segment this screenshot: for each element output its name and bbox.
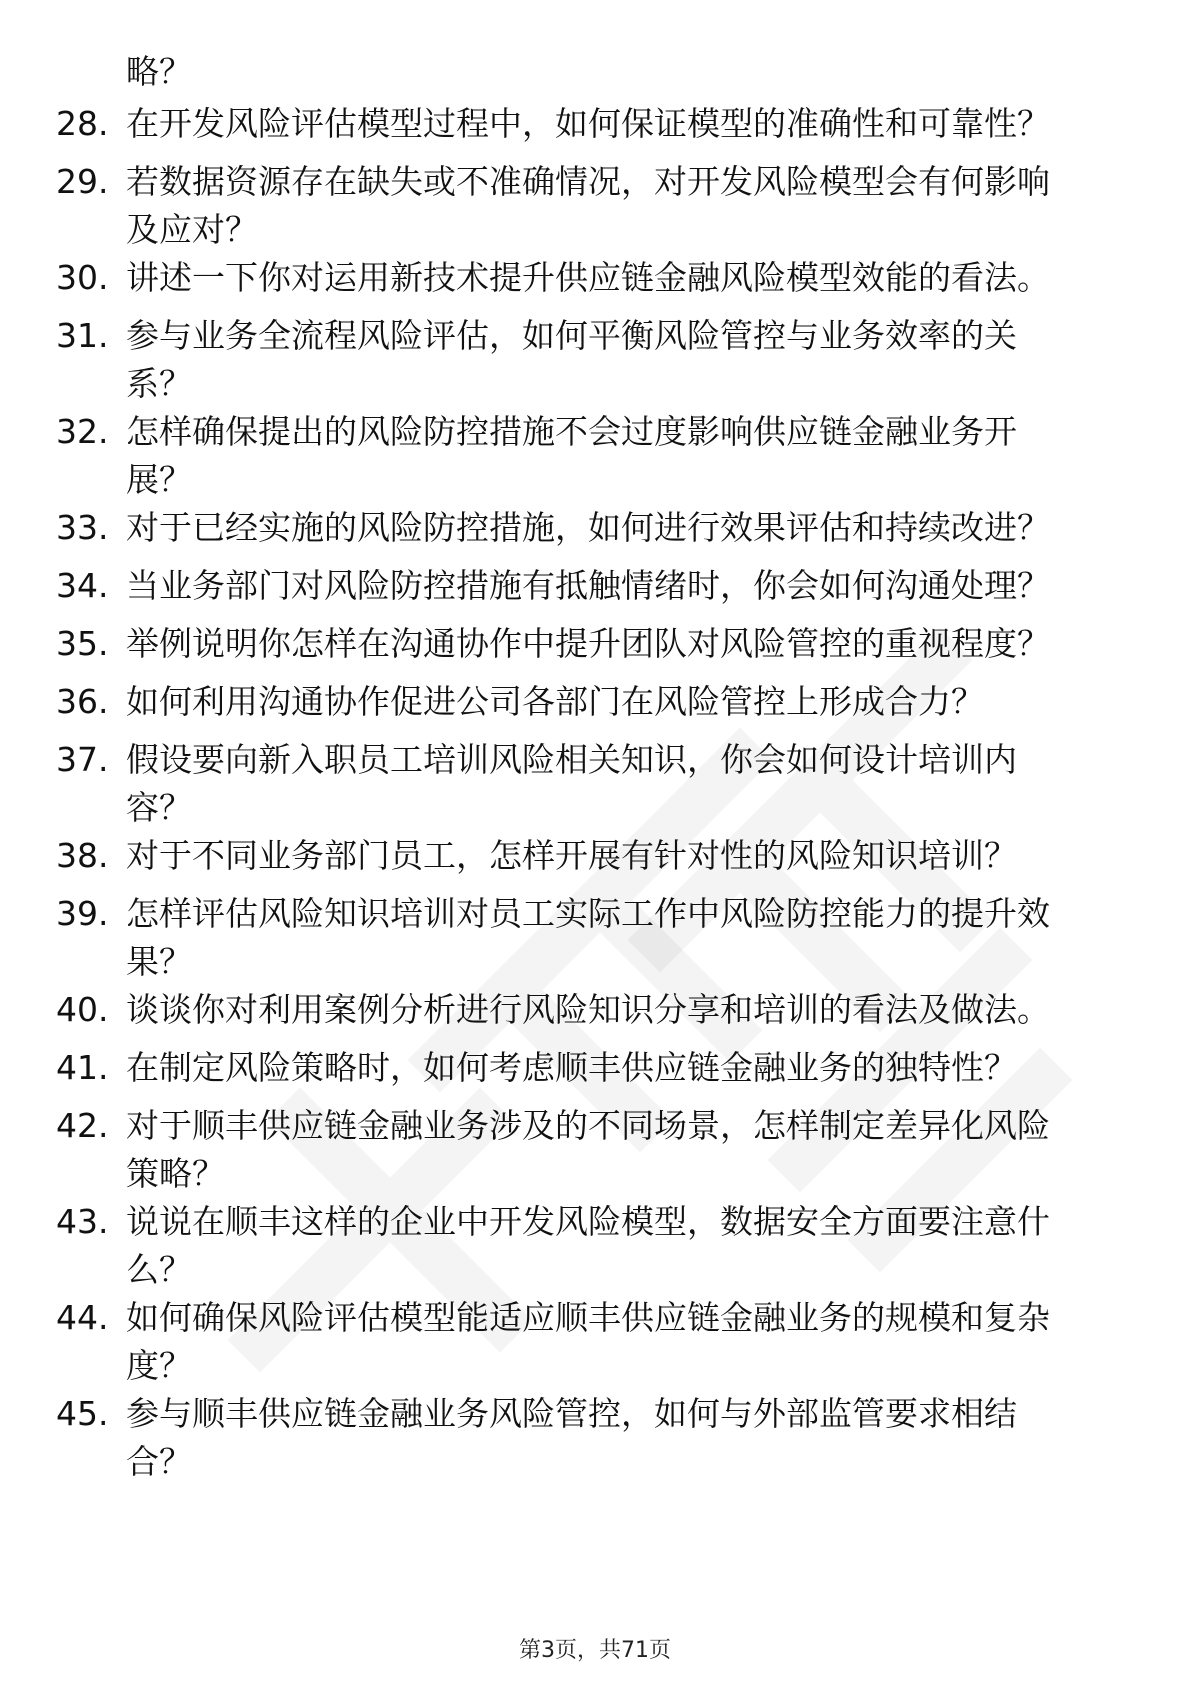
- continued-text: 略？: [126, 52, 192, 91]
- question-number: 40.: [56, 990, 109, 1029]
- question-number: 31.: [56, 316, 109, 355]
- question-number: 28.: [56, 104, 109, 143]
- question-number: 29.: [56, 162, 109, 201]
- question-text: 在开发风险评估模型过程中，如何保证模型的准确性和可靠性？: [126, 104, 1050, 143]
- question-text: 谈谈你对利用案例分析进行风险知识分享和培训的看法及做法。: [126, 990, 1050, 1029]
- question-text: 讲述一下你对运用新技术提升供应链金融风险模型效能的看法。: [126, 258, 1050, 297]
- question-number: 35.: [56, 624, 109, 663]
- question-number: 34.: [56, 566, 109, 605]
- question-number: 45.: [56, 1394, 109, 1433]
- question-text: 对于不同业务部门员工，怎样开展有针对性的风险知识培训？: [126, 836, 1017, 875]
- question-text: 说说在顺丰这样的企业中开发风险模型，数据安全方面要注意什 么？: [126, 1202, 1050, 1289]
- question-number: 39.: [56, 894, 109, 933]
- question-text: 对于已经实施的风险防控措施，如何进行效果评估和持续改进？: [126, 508, 1050, 547]
- question-text: 举例说明你怎样在沟通协作中提升团队对风险管控的重视程度？: [126, 624, 1050, 663]
- question-text: 参与业务全流程风险评估，如何平衡风险管控与业务效率的关 系？: [126, 316, 1017, 403]
- question-number: 41.: [56, 1048, 109, 1087]
- question-number: 44.: [56, 1298, 109, 1337]
- question-number: 30.: [56, 258, 109, 297]
- question-text: 当业务部门对风险防控措施有抵触情绪时，你会如何沟通处理？: [126, 566, 1050, 605]
- question-number: 33.: [56, 508, 109, 547]
- question-text: 对于顺丰供应链金融业务涉及的不同场景，怎样制定差异化风险 策略？: [126, 1106, 1050, 1193]
- question-text: 在制定风险策略时，如何考虑顺丰供应链金融业务的独特性？: [126, 1048, 1017, 1087]
- question-number: 37.: [56, 740, 109, 779]
- page-footer: 第3页，共71页: [519, 1638, 671, 1663]
- question-text: 如何确保风险评估模型能适应顺丰供应链金融业务的规模和复杂 度？: [126, 1298, 1050, 1385]
- question-number: 36.: [56, 682, 109, 721]
- question-number: 42.: [56, 1106, 109, 1145]
- question-text: 怎样评估风险知识培训对员工实际工作中风险防控能力的提升效 果？: [126, 894, 1050, 981]
- question-number: 32.: [56, 412, 109, 451]
- question-text: 参与顺丰供应链金融业务风险管控，如何与外部监管要求相结 合？: [126, 1394, 1017, 1481]
- question-text: 假设要向新入职员工培训风险相关知识，你会如何设计培训内 容？: [126, 740, 1017, 827]
- question-text: 如何利用沟通协作促进公司各部门在风险管控上形成合力？: [126, 682, 984, 721]
- question-text: 怎样确保提出的风险防控措施不会过度影响供应链金融业务开 展？: [126, 412, 1017, 499]
- question-number: 43.: [56, 1202, 109, 1241]
- question-text: 若数据资源存在缺失或不准确情况，对开发风险模型会有何影响 及应对？: [126, 162, 1050, 249]
- question-number: 38.: [56, 836, 109, 875]
